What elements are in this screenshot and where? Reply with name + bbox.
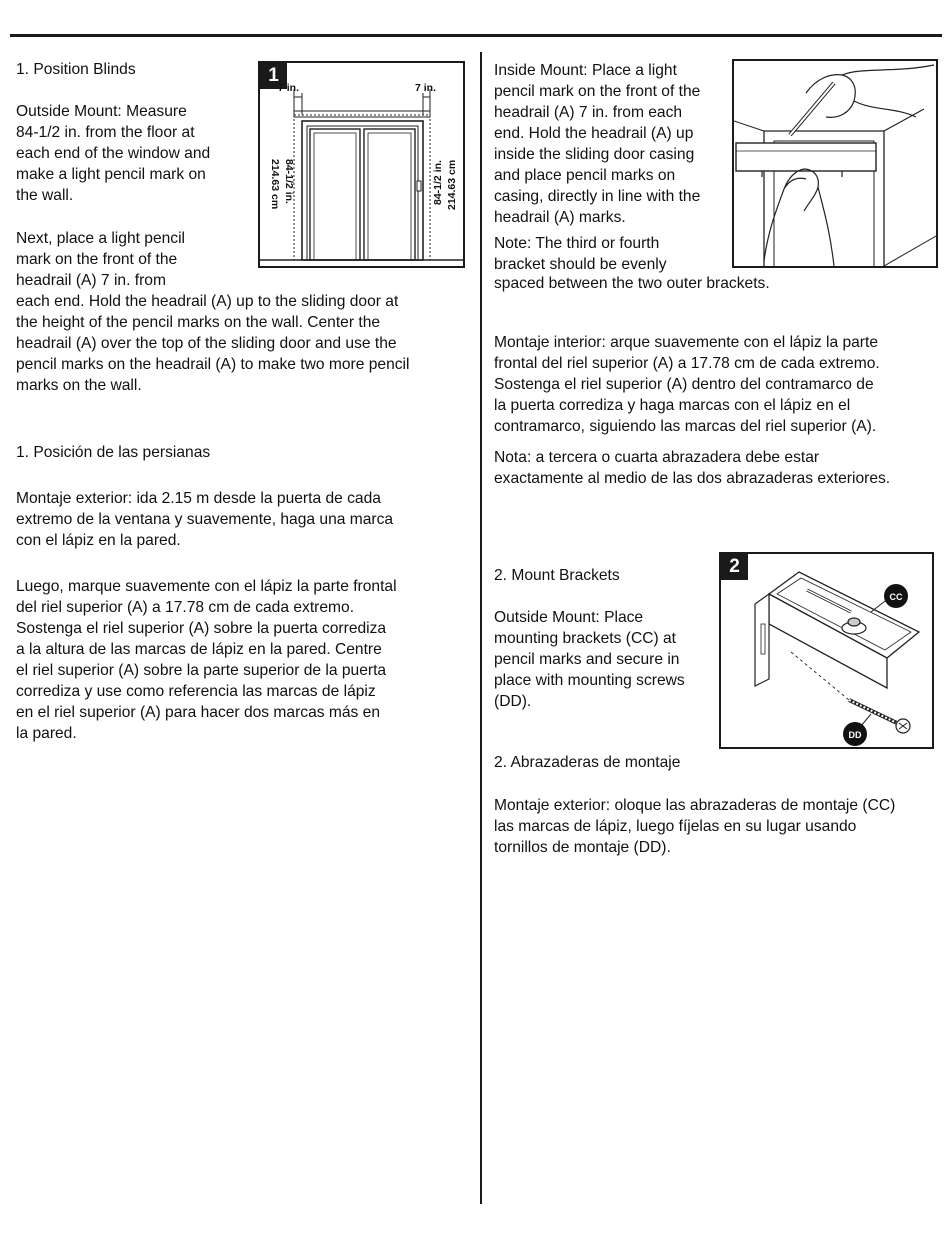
bracket-note-start: Note: The third or fourth bracket should be evenly [494, 235, 667, 273]
figure-inside-mount-diagram [732, 59, 938, 268]
mount-brackets-instructions: Outside Mount: Place mounting brackets (CC) at pencil marks and secure in place with mounting screws (DD). [494, 609, 685, 710]
figure-2-bracket-diagram [719, 552, 934, 749]
nota-abrazadera: Nota: a tercera o cuarta abrazadera debe estar exactamente al medio de las dos abrazaderas exteriores. [494, 449, 891, 487]
section-heading-position-blinds: 1. Position Blinds [16, 61, 136, 78]
hands-marking-casing-illustration [734, 61, 936, 266]
section-heading-abrazaderas: 2. Abrazaderas de montaje [494, 754, 681, 771]
height-label-cm-right: 214.63 cm [446, 159, 458, 210]
headrail-marking-instructions-start: Next, place a light pencil mark on the front of the headrail (A) 7 in. from [16, 230, 186, 289]
callout-cc-label: CC [889, 592, 903, 602]
dimension-label-right: 7 in. [415, 82, 437, 94]
dimension-label-left: 7 in. [278, 82, 300, 94]
column-divider [480, 52, 482, 1204]
bracket-note-end: spaced between the two outer brackets. [494, 275, 770, 292]
montaje-interior-instructions: Montaje interior: arque suavemente con el lápiz la parte frontal del riel superior (A) a 17.78 cm de cada extremo. Sostenga el riel superior (A) dentro del contramarco de la puerta corrediza y haga marcas con el lápiz en el contramarco, siguiendo las marcas del riel superior (A). [494, 334, 880, 435]
headrail-marking-instructions-end: each end. Hold the headrail (A) up to the sliding door at the height of the pencil marks on the wall. Center the headrail (A) over the top of the sliding door and use the pencil marks on the headrail (A) to make two more pencil marks on the wall. [16, 293, 410, 394]
callout-dd-label: DD [848, 730, 862, 740]
outside-mount-instructions: Outside Mount: Measure 84-1/2 in. from the floor at each end of the window and make a light pencil mark on the wall. [16, 103, 211, 204]
sliding-door-illustration [260, 63, 463, 266]
height-label-in-left: 84-1/2 in. [283, 159, 295, 204]
height-label-in-right: 84-1/2 in. [432, 160, 444, 205]
inside-mount-instructions: Inside Mount: Place a light pencil mark on the front of the headrail (A) 7 in. from each end. Hold the headrail (A) up inside the sliding door casing and place pencil marks on casing, directly in line with the headrail (A) marks. [494, 62, 701, 226]
riel-marking-instructions: Luego, marque suavemente con el lápiz la parte frontal del riel superior (A) a 17.78 cm de cada extremo. Sostenga el riel superior (A) sobre la puerta corrediza a la altura de las marcas de lápiz en la pared. Centre el riel superior (A) sobre la parte superior de la puerta corrediza y use como referencia las marcas de lápiz en el riel superior (A) para hacer dos marcas más en la pared. [16, 578, 397, 742]
height-label-cm-left: 214.63 cm [269, 159, 281, 210]
top-rule [10, 34, 942, 37]
figure-number-badge: 1 [260, 63, 287, 89]
section-heading-mount-brackets: 2. Mount Brackets [494, 567, 620, 584]
figure-number-badge: 2 [721, 554, 748, 580]
montaje-exterior-instructions: Montaje exterior: ida 2.15 m desde la puerta de cada extremo de la ventana y suavemente, haga una marca con el lápiz en la pared. [16, 490, 394, 549]
montaje-exterior-abrazaderas-instructions: Montaje exterior: oloque las abrazaderas de montaje (CC) las marcas de lápiz, luego fíjelas en su lugar usando tornillos de montaje (DD). [494, 797, 896, 856]
section-heading-posicion-persianas: 1. Posición de las persianas [16, 444, 211, 461]
figure-1-outside-mount-diagram [258, 61, 465, 268]
bracket-and-screw-illustration [721, 554, 932, 747]
